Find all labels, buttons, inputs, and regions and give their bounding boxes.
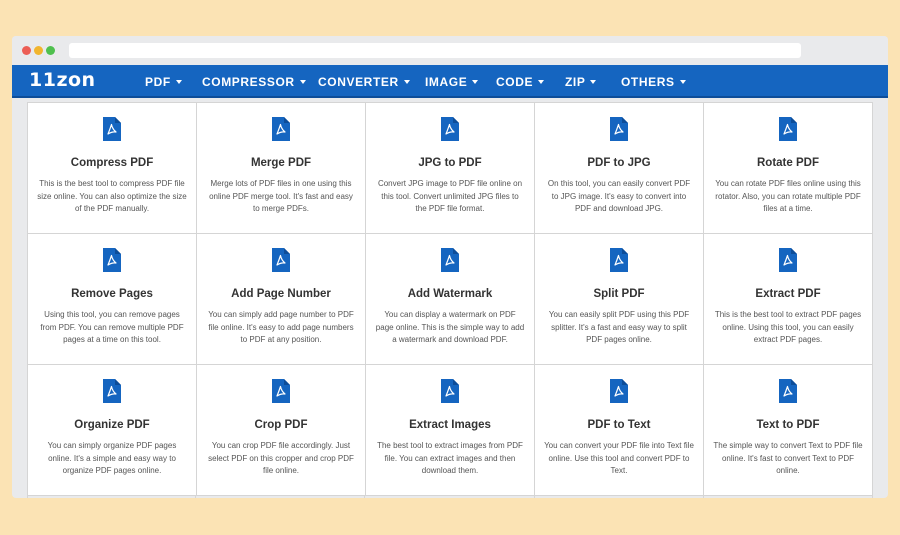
tool-card-text-to-pdf[interactable] (704, 365, 873, 496)
menu-item-label: COMPRESSOR (202, 75, 295, 89)
tool-description: You can simply organize PDF pages online. It's a simple and easy way to organize PDF pages online. (47, 441, 177, 475)
site-logo[interactable]: 11zon (29, 69, 96, 91)
tool-card-pdf-to-jpg[interactable] (535, 103, 704, 234)
menu-item-label: IMAGE (425, 75, 468, 89)
tool-description: You can display a watermark on PDF page online. This is the simple way to add a watermark and download PDF. (375, 310, 525, 344)
tool-card-crop-pdf[interactable] (197, 365, 366, 496)
top-navbar (12, 65, 888, 98)
tool-title: JPG to PDF (418, 157, 482, 169)
tool-card-add-watermark[interactable] (366, 234, 535, 365)
tool-title: Compress PDF (70, 157, 154, 169)
tool-description: You can simply add page number to PDF file online. It's easy to add page numbers to PDF at any position. (208, 310, 354, 344)
tool-title: PDF to Text (587, 419, 651, 431)
maximize-window-dot[interactable] (46, 46, 55, 55)
menu-item-label: PDF (145, 75, 171, 89)
pdf-file-icon (779, 248, 797, 272)
menu-item-zip[interactable] (565, 75, 596, 89)
pdf-file-icon (441, 379, 459, 403)
tool-title: Merge PDF (250, 157, 312, 169)
tool-description: You can convert your PDF file into Text file online. Use this tool and convert PDF to Text. (544, 441, 694, 475)
pdf-file-icon (610, 248, 628, 272)
tool-card-compress-pdf[interactable] (28, 103, 197, 234)
tool-card-organize-pdf[interactable] (28, 365, 197, 496)
address-bar[interactable] (69, 43, 801, 58)
tool-card-remove-pages[interactable] (28, 234, 197, 365)
pdf-file-icon (272, 117, 290, 141)
pdf-file-icon (441, 248, 459, 272)
menu-item-code[interactable] (496, 75, 544, 89)
chevron-down-icon (404, 80, 410, 84)
tool-title: Extract PDF (755, 288, 821, 300)
tool-card-extract-images[interactable] (366, 365, 535, 496)
pdf-file-icon (779, 379, 797, 403)
tool-title: Organize PDF (74, 419, 150, 431)
tool-description: This is the best tool to compress PDF file size online. You can also optimize the size of the PDF manually. (37, 179, 187, 213)
pdf-file-icon (610, 379, 628, 403)
tool-title: Rotate PDF (757, 157, 819, 169)
next-row-partial (27, 496, 873, 498)
tool-description: On this tool, you can easily convert PDF to JPG image. It's easy to convert into PDF and download JPG. (547, 179, 691, 213)
tool-title: Crop PDF (254, 419, 308, 431)
menu-item-pdf[interactable] (145, 75, 182, 89)
tool-card-jpg-to-pdf[interactable] (366, 103, 535, 234)
tool-grid (27, 102, 873, 496)
menu-item-label: CONVERTER (318, 75, 399, 89)
minimize-window-dot[interactable] (34, 46, 43, 55)
menu-item-compressor[interactable] (202, 75, 306, 89)
menu-item-label: OTHERS (621, 75, 675, 89)
tool-card-split-pdf[interactable] (535, 234, 704, 365)
tool-title: Remove Pages (71, 288, 153, 300)
menu-item-converter[interactable] (318, 75, 410, 89)
tool-card-merge-pdf[interactable] (197, 103, 366, 234)
chevron-down-icon (680, 80, 686, 84)
chevron-down-icon (300, 80, 306, 84)
menu-item-label: ZIP (565, 75, 586, 89)
pdf-file-icon (103, 379, 121, 403)
pdf-file-icon (610, 117, 628, 141)
chevron-down-icon (472, 80, 478, 84)
tool-description: You can rotate PDF files online using this rotator. Also, you can rotate multiple PDF files at a time. (715, 179, 861, 213)
menu-item-image[interactable] (425, 75, 478, 89)
tool-title: Add Page Number (231, 288, 331, 300)
pdf-file-icon (272, 248, 290, 272)
tool-description: This is the best tool to extract PDF pages online. Using this tool, you can easily extract PDF pages. (714, 310, 862, 344)
tool-description: Merge lots of PDF files in one using this online PDF merge tool. It's fast and easy to merge PDFs. (209, 179, 353, 213)
tool-description: The simple way to convert Text to PDF file online. It's fast to convert Text to PDF online. (713, 441, 863, 475)
tool-card-rotate-pdf[interactable] (704, 103, 873, 234)
close-window-dot[interactable] (22, 46, 31, 55)
tool-card-extract-pdf[interactable] (704, 234, 873, 365)
pdf-file-icon (779, 117, 797, 141)
pdf-file-icon (103, 117, 121, 141)
tool-description: You can crop PDF file accordingly. Just select PDF on this cropper and crop PDF file online. (208, 441, 354, 475)
menu-item-others[interactable] (621, 75, 686, 89)
tool-card-add-page-number[interactable] (197, 234, 366, 365)
chevron-down-icon (590, 80, 596, 84)
tool-title: PDF to JPG (587, 157, 651, 169)
tool-card-pdf-to-text[interactable] (535, 365, 704, 496)
pdf-file-icon (103, 248, 121, 272)
chevron-down-icon (538, 80, 544, 84)
tool-description: Using this tool, you can remove pages from PDF. You can remove multiple PDF pages at a time on this tool. (40, 310, 184, 344)
tool-title: Add Watermark (407, 288, 493, 300)
browser-window (12, 36, 888, 498)
pdf-file-icon (441, 117, 459, 141)
tool-description: You can easily split PDF using this PDF splitter. It's a fast and easy way to split PDF pages online. (548, 310, 690, 344)
menu-item-label: CODE (496, 75, 534, 89)
chevron-down-icon (176, 80, 182, 84)
browser-titlebar (12, 36, 888, 65)
tool-title: Text to PDF (756, 419, 820, 431)
tool-title: Split PDF (593, 288, 645, 300)
tool-description: The best tool to extract images from PDF file. You can extract images and then download them. (377, 441, 523, 475)
tool-description: Convert JPG image to PDF file online on this tool. Convert unlimited JPG files to the PDF file format. (377, 179, 523, 213)
tool-title: Extract Images (409, 419, 491, 431)
pdf-file-icon (272, 379, 290, 403)
